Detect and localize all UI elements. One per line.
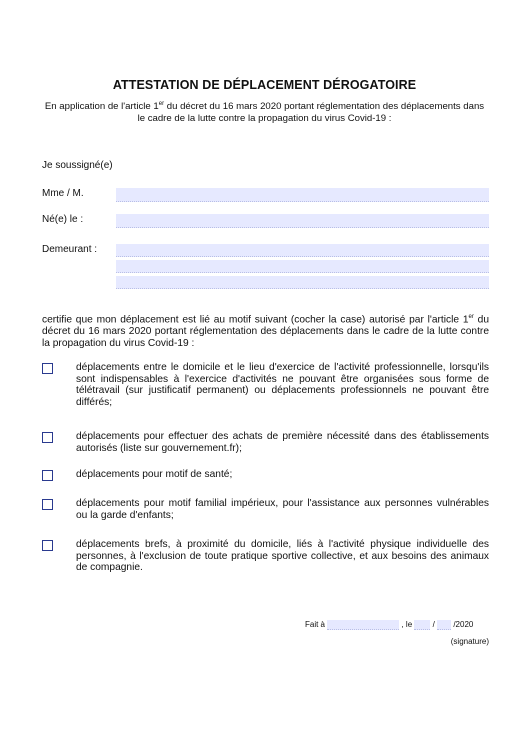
- certification-text-post: du décret du 16 mars 2020 portant réglementation des déplacements dans le cadre de la lutte contre la propagation du virus Covid-19 :: [42, 314, 489, 349]
- name-field[interactable]: [116, 188, 489, 202]
- subtitle-superscript: er: [158, 101, 165, 107]
- document-subtitle: [40, 99, 489, 124]
- subtitle-text-post: du décret du 16 mars 2020 portant réglementation des déplacements dans le cadre de la lutte contre la propagation du virus Covid-19 :: [137, 101, 485, 124]
- certification-text: [42, 312, 489, 349]
- certification-superscript: er: [468, 314, 474, 320]
- birth-date-field[interactable]: [116, 214, 489, 228]
- option-shopping-text: déplacements pour effectuer des achats de première nécessité dans des établissements autorisés (liste sur gouvernement.fr);: [76, 431, 489, 454]
- date-le-label: , le: [401, 620, 413, 629]
- subtitle-text-pre: En application de l'article 1: [44, 101, 159, 113]
- year-label: /2020: [453, 620, 474, 629]
- certification-text-pre: certifie que mon déplacement est lié au motif suivant (cocher la case) autorisé par l'article 1: [42, 314, 469, 326]
- checkbox-exercise[interactable]: [42, 540, 53, 551]
- checkbox-family[interactable]: [42, 499, 53, 510]
- address-line-3[interactable]: [116, 276, 489, 289]
- place-field[interactable]: [327, 620, 399, 630]
- option-professional-text: déplacements entre le domicile et le lieu d'exercice de l'activité professionnelle, lorsqu'ils sont indispensables à l'exercice d'activités ne pouvant être organisées sous forme de télétravail (sur justificatif permanent) ou déplacements professionnels ne pouvant être différés;: [76, 362, 489, 408]
- option-family-text: déplacements pour motif familial impérieux, pour l'assistance aux personnes vulnérables ou la garde d'enfants;: [76, 498, 489, 521]
- checkbox-professional[interactable]: [42, 363, 53, 374]
- month-field[interactable]: [437, 620, 451, 630]
- place-date-line: [305, 620, 473, 630]
- fait-a-label: Fait à: [305, 620, 326, 629]
- option-exercise-text: déplacements brefs, à proximité du domicile, liés à l'activité physique individuelle des personnes, à l'exclusion de toute pratique sportive collective, et aux besoins des animaux de compagnie.: [76, 539, 489, 574]
- checkbox-health[interactable]: [42, 470, 53, 481]
- address-line-1[interactable]: [116, 244, 489, 257]
- name-label: Mme / M.: [42, 188, 84, 199]
- address-label: Demeurant :: [42, 244, 98, 255]
- checkbox-shopping[interactable]: [42, 432, 53, 443]
- date-separator: /: [432, 620, 435, 629]
- birth-date-label: Né(e) le :: [42, 214, 84, 225]
- soussigne-label: Je soussigné(e): [42, 160, 113, 171]
- document-title: ATTESTATION DE DÉPLACEMENT DÉROGATOIRE: [112, 78, 417, 92]
- option-health-text: déplacements pour motif de santé;: [76, 469, 233, 480]
- day-field[interactable]: [414, 620, 430, 630]
- signature-label: (signature): [450, 637, 489, 646]
- address-line-2[interactable]: [116, 260, 489, 273]
